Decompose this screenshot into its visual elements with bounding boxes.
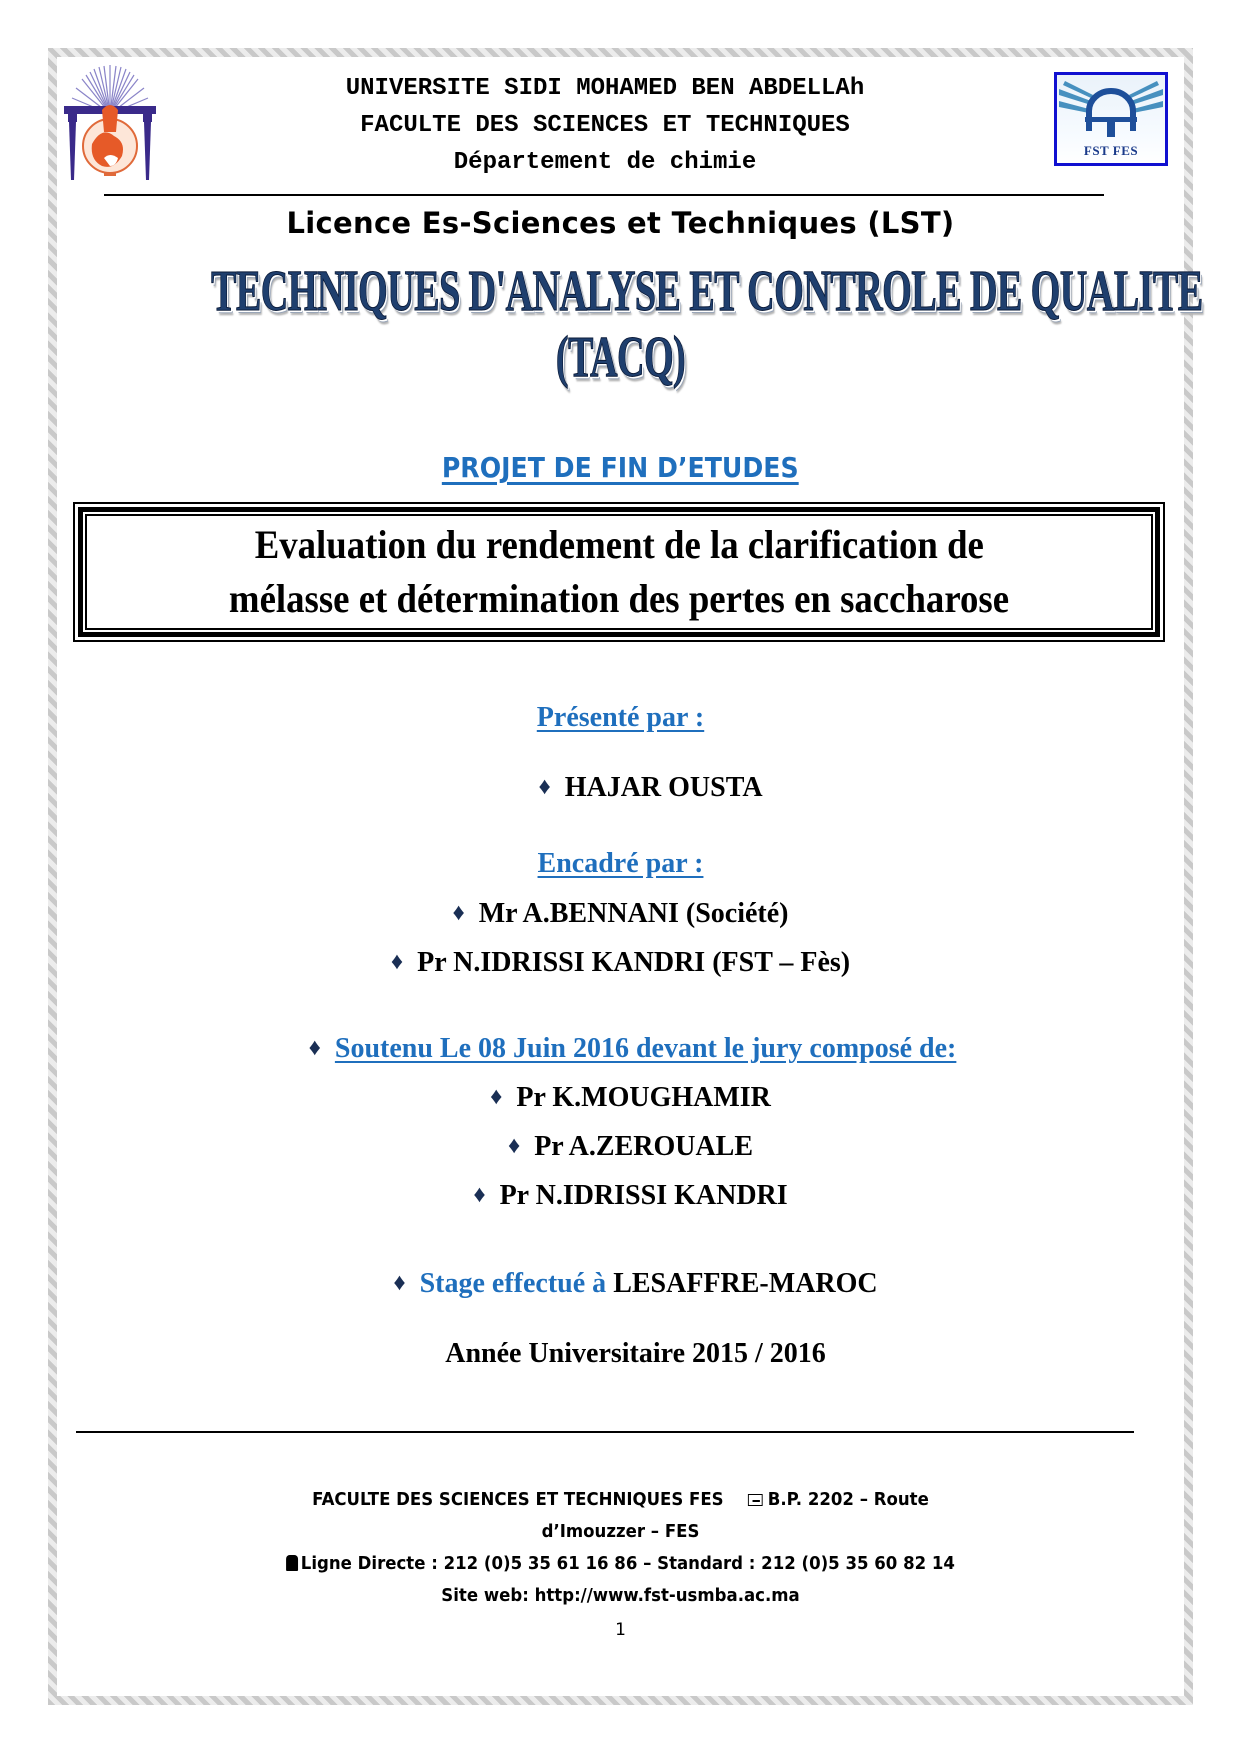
presented-by-section [0, 702, 1241, 734]
fst-fes-logo [1054, 72, 1168, 166]
academic-year: Année Universitaire 2015 / 2016 [445, 1338, 826, 1369]
supervisor-item [0, 898, 1241, 930]
jury-member-name: Pr N.IDRISSI KANDRI [499, 1180, 788, 1211]
phone-icon [286, 1555, 298, 1571]
header-divider [104, 194, 1104, 196]
footer-faculty: FACULTE DES SCIENCES ET TECHNIQUES FES [312, 1489, 724, 1510]
jury-member-item [20, 1180, 1241, 1212]
page-number: 1 [615, 1620, 626, 1640]
footer-contact [0, 1484, 1241, 1612]
student-name: HAJAR OUSTA [564, 772, 763, 803]
diamond-bullet-icon: ♦ [490, 1084, 503, 1110]
institution-header [160, 70, 1050, 181]
defense-label: Soutenu Le 08 Juin 2016 devant le jury composé de: [334, 1033, 957, 1064]
faculty-name: FACULTE DES SCIENCES ET TECHNIQUES [360, 112, 850, 139]
internship-label: Stage effectué à [419, 1268, 607, 1299]
licence-program: Licence Es-Sciences et Techniques (LST) [286, 206, 955, 240]
diamond-bullet-icon: ♦ [452, 900, 465, 926]
diamond-bullet-icon: ♦ [538, 774, 551, 800]
supervised-by-section [0, 848, 1241, 880]
diamond-bullet-icon: ♦ [393, 1270, 406, 1296]
project-label [0, 451, 1241, 484]
fst-fes-logo-text: FST FES [1083, 143, 1139, 158]
mailbox-icon [748, 1494, 763, 1506]
footer-address-part1: B.P. 2202 – Route [767, 1489, 929, 1510]
specialty-title-line2: (TACQ) [555, 324, 686, 389]
supervisor-name: Pr N.IDRISSI KANDRI (FST – Fès) [417, 947, 851, 978]
internship-line [30, 1268, 1241, 1300]
diamond-bullet-icon: ♦ [390, 949, 404, 975]
project-label-text: PROJET DE FIN D’ETUDES [442, 451, 799, 484]
presented-by-label: Présenté par : [536, 702, 705, 733]
diamond-bullet-icon: ♦ [473, 1182, 486, 1208]
defense-section [24, 1033, 1241, 1065]
specialty-title-line1: TECHNIQUES D'ANALYSE ET CONTROLE DE QUALITE [210, 258, 1203, 323]
diamond-bullet-icon: ♦ [308, 1035, 321, 1061]
footer-phone-line [50, 1548, 1192, 1580]
supervisor-item [0, 947, 1241, 979]
department-name: Département de chimie [453, 149, 757, 176]
internship-company: LESAFFRE-MAROC [613, 1268, 878, 1299]
university-name: UNIVERSITE SIDI MOHAMED BEN ABDELLAh [345, 75, 865, 102]
footer-address-line [50, 1484, 1192, 1516]
student-item [60, 772, 1241, 804]
thesis-title-box [73, 502, 1165, 642]
footer-divider [76, 1431, 1134, 1433]
diamond-bullet-icon: ♦ [507, 1133, 521, 1159]
jury-member-item [20, 1082, 1241, 1114]
footer-address-part2: d’Imouzzer – FES [541, 1521, 700, 1542]
university-emblem-logo [62, 62, 158, 182]
jury-member-name: Pr A.ZEROUALE [534, 1131, 754, 1162]
jury-member-name: Pr K.MOUGHAMIR [516, 1082, 771, 1113]
supervisor-name: Mr A.BENNANI (Société) [478, 898, 789, 929]
footer-phones: Ligne Directe : 212 (0)5 35 61 16 86 – Standard : 212 (0)5 35 60 82 14 [300, 1553, 955, 1574]
supervised-by-label: Encadré par : [537, 848, 704, 879]
jury-member-item [20, 1131, 1241, 1163]
thesis-title-line2: mélasse et détermination des pertes en saccharose [228, 576, 1010, 621]
footer-website: Site web: http://www.fst-usmba.ac.ma [441, 1585, 800, 1606]
specialty-title [210, 258, 1203, 390]
thesis-title-line1: Evaluation du rendement de la clarification de [254, 522, 984, 567]
